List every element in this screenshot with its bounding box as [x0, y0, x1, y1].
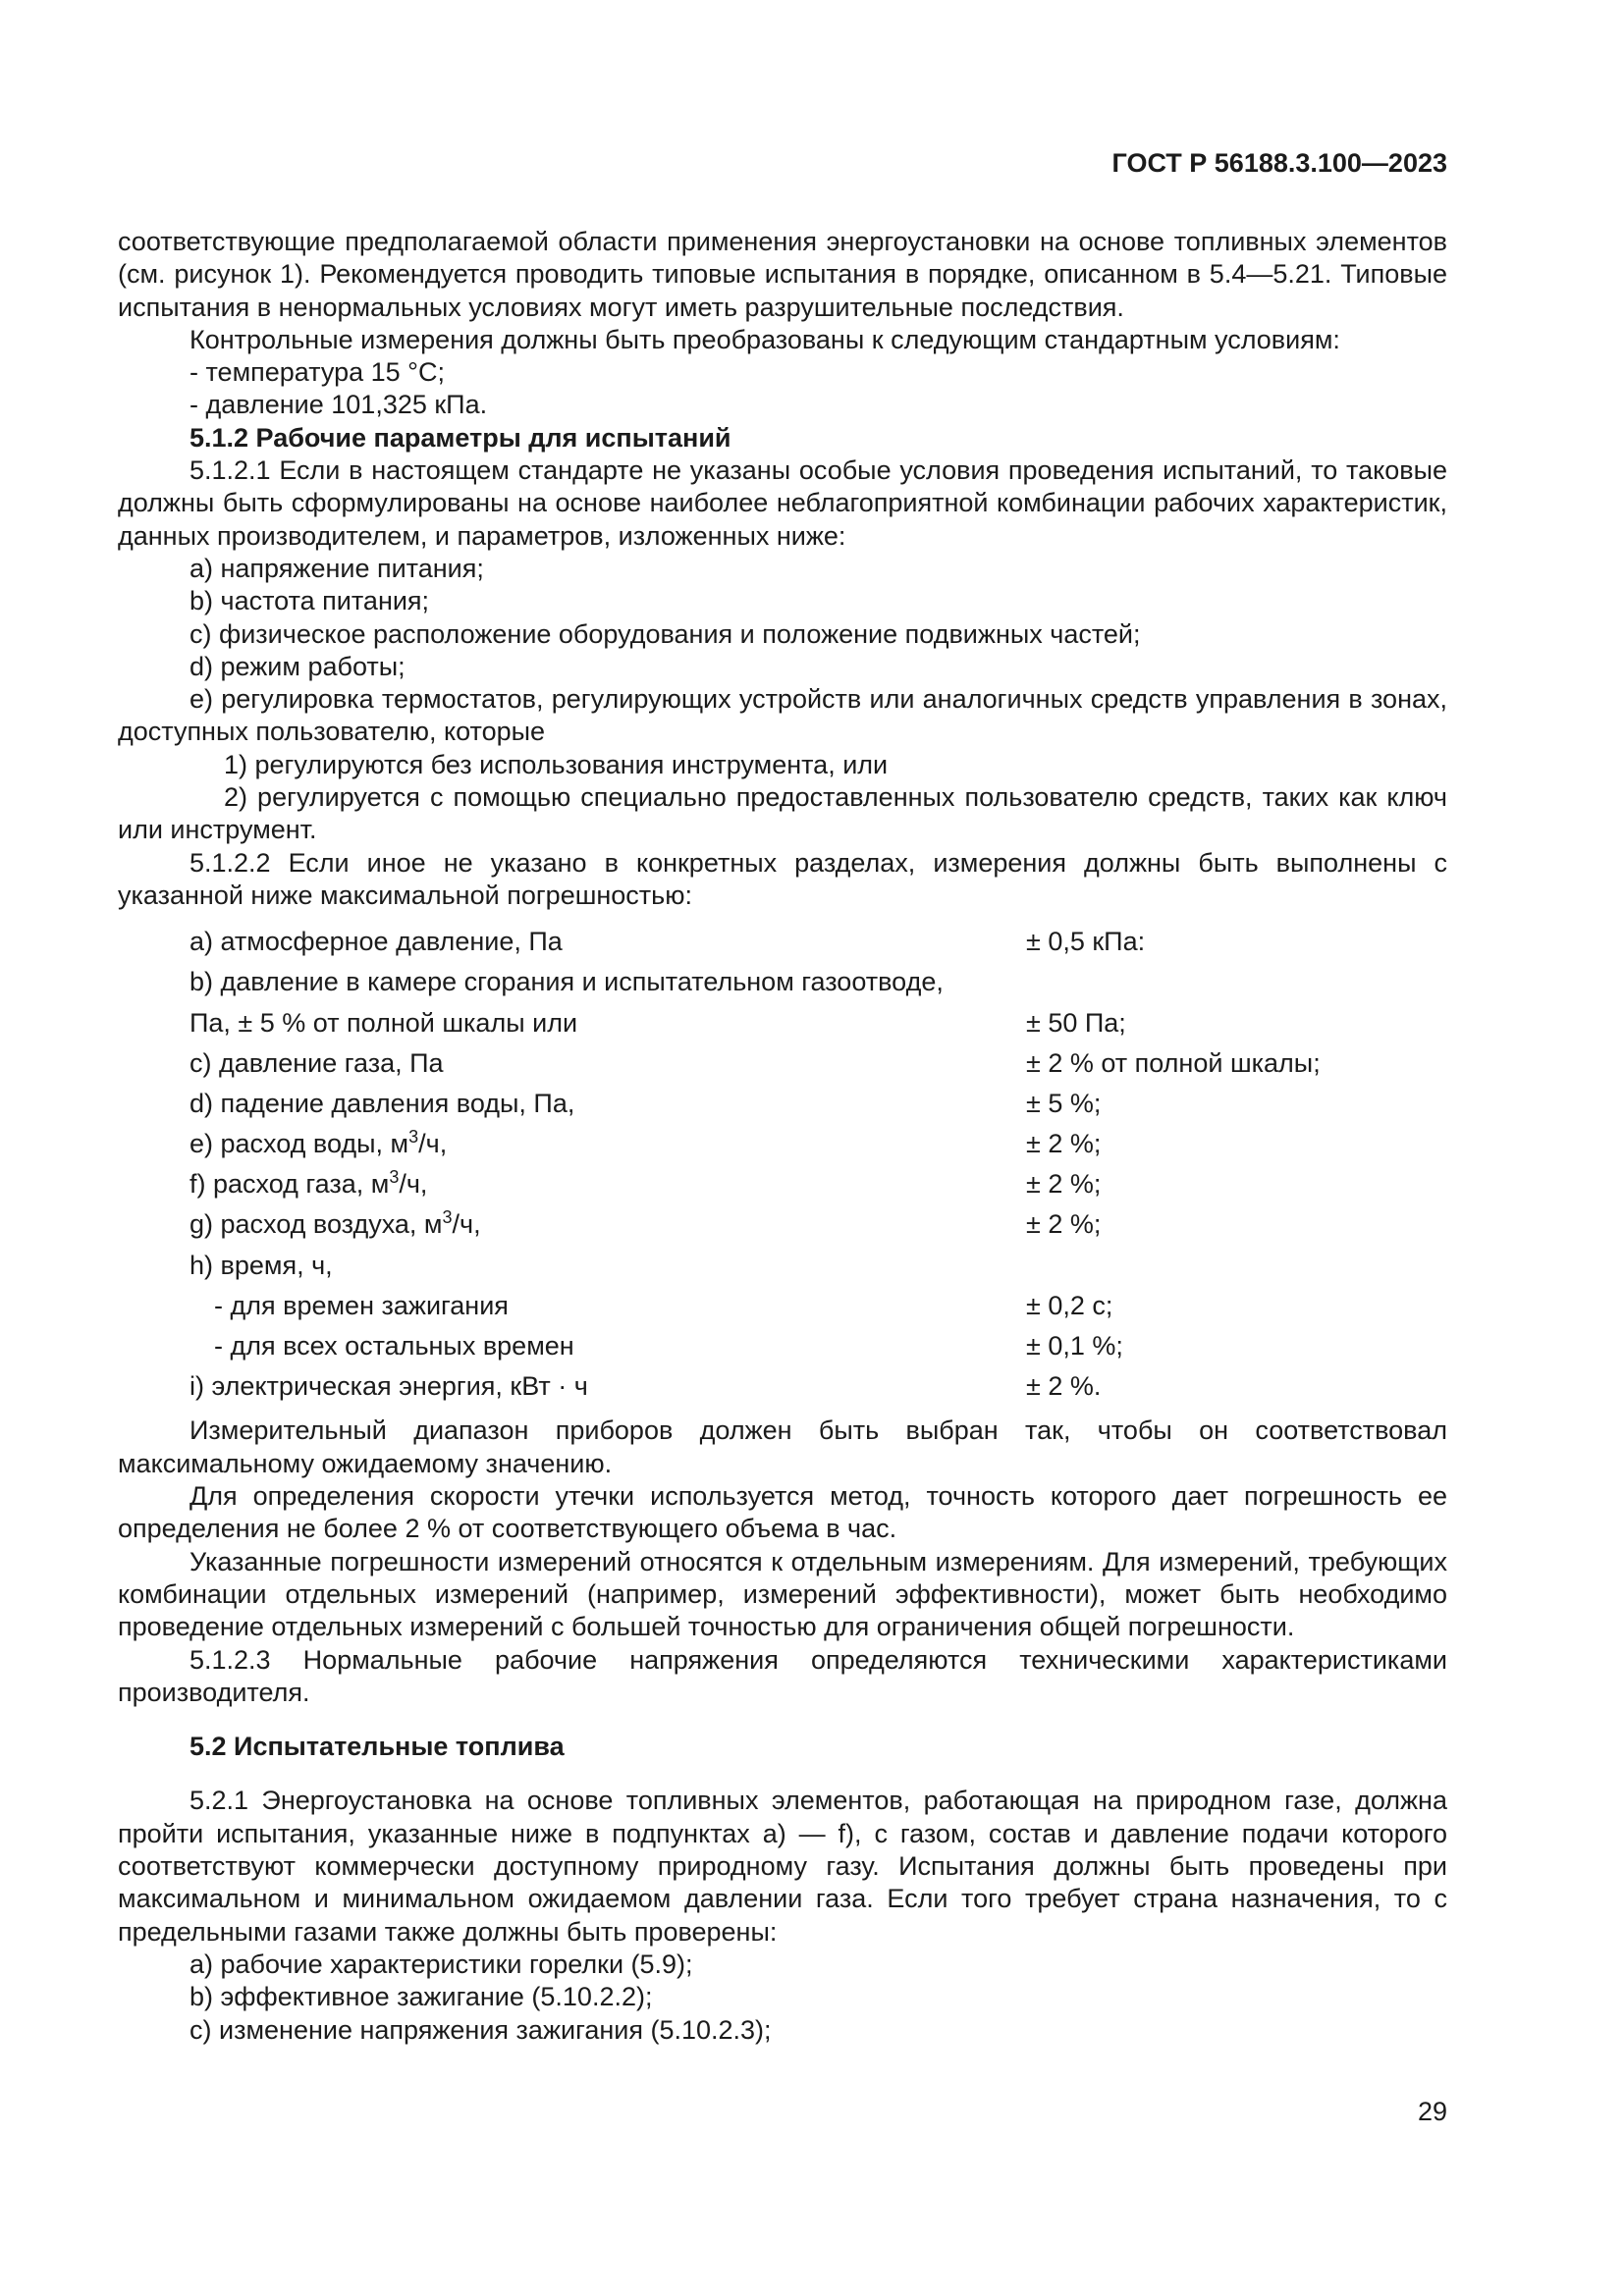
table-row: [118, 1326, 1447, 1366]
document-body: [118, 226, 1447, 2047]
list-item: b) частота питания;: [189, 586, 430, 616]
page-number: 29: [1417, 2097, 1447, 2126]
row-value: ± 2 % от полной шкалы;: [1026, 1047, 1321, 1078]
row-label: [118, 1168, 1026, 1201]
row-value: ± 50 Па;: [1026, 1007, 1126, 1038]
row-label: a) атмосферное давление, Па: [189, 927, 563, 957]
label-text: /ч,: [452, 1209, 481, 1240]
paragraph: 5.1.2.2 Если иное не указано в конкретных разделах, измерения должны быть выполнены с указанной ниже максимальной погрешностью:: [118, 847, 1447, 910]
paragraph: Указанные погрешности измерений относятся к отдельным измерениям. Для измерений, требующих комбинации отдельных измерений (например, измерений эффективности), может быть необходимо проведение отдельных измерений с большей точностью для ограничения общей погрешности.: [118, 1546, 1447, 1642]
table-row: [118, 1043, 1447, 1084]
superscript: 3: [389, 1167, 400, 1188]
label-text: e) расход воды, м: [189, 1129, 409, 1159]
paragraph: 5.1.2.1 Если в настоящем стандарте не указаны особые условия проведения испытаний, то таковые должны быть сформулированы на основе наиболее неблагоприятной комбинации рабочих характеристик, данных производителем, и параметров, изложенных ниже:: [118, 455, 1447, 551]
row-label: d) падение давления воды, Па,: [189, 1088, 575, 1118]
row-label: Па, ± 5 % от полной шкалы или: [189, 1007, 578, 1038]
row-value: ± 0,5 кПа:: [1026, 927, 1146, 957]
paragraph: Контрольные измерения должны быть преобразованы к следующим стандартным условиям:: [189, 324, 1340, 354]
paragraph: Для определения скорости утечки используется метод, точность которого дает погрешность ее определения не более 2 % от соответствующего объема в час.: [118, 1481, 1447, 1544]
section-heading: 5.2 Испытательные топлива: [189, 1732, 565, 1762]
table-row: [118, 1286, 1447, 1326]
table-row: [118, 1164, 1447, 1204]
table-row: [118, 1124, 1447, 1164]
superscript: 3: [442, 1207, 453, 1228]
row-label: i) электрическая энергия, кВт · ч: [189, 1371, 588, 1402]
paragraph: Измерительный диапазон приборов должен быть выбран так, чтобы он соответствовал максимальному ожидаемому значению.: [118, 1415, 1447, 1478]
section-heading: 5.1.2 Рабочие параметры для испытаний: [189, 422, 731, 453]
row-label: - для времен зажигания: [214, 1290, 509, 1320]
row-value: ± 2 %;: [1026, 1169, 1102, 1200]
paragraph: 5.1.2.3 Нормальные рабочие напряжения определяются техническими характеристиками производителя.: [118, 1644, 1447, 1707]
sub-list-item: 1) регулируются без использования инструмента, или: [224, 749, 889, 779]
document-header: ГОСТ Р 56188.3.100—2023: [1111, 148, 1447, 178]
label-text: /ч,: [418, 1129, 448, 1159]
list-item: c) изменение напряжения зажигания (5.10.2.3);: [189, 2014, 772, 2045]
paragraph: 5.2.1 Энергоустановка на основе топливных элементов, работающая на природном газе, должна пройти испытания, указанные ниже в подпунктах а) — f), с газом, состав и давление подачи которого соответствуют коммерчески доступному природному газу. Испытания должны быть проведены при максимальном и минимальном ожидаемом давлении газа. Если того требует страна назначения, то с предельными газами также должны быть проверены:: [118, 1786, 1447, 1947]
paragraph: соответствующие предполагаемой области применения энергоустановки на основе топливных элементов (см. рисунок 1). Рекомендуется проводить типовые испытания в порядке, описанном в 5.4—5.21. Типовые испытания в ненормальных условиях могут иметь разрушительные последствия.: [118, 227, 1447, 322]
table-row: [118, 1084, 1447, 1124]
document-page: [118, 0, 1447, 2296]
table-row: [118, 1366, 1447, 1407]
list-item: a) напряжение питания;: [189, 553, 484, 583]
label-text: /ч,: [399, 1169, 428, 1200]
row-value: ± 2 %;: [1026, 1129, 1102, 1159]
table-row: [118, 922, 1447, 962]
table-row: [118, 962, 1447, 1002]
row-value: ± 5 %;: [1026, 1088, 1102, 1118]
list-item: - давление 101,325 кПа.: [189, 390, 488, 420]
list-item: - температура 15 °С;: [189, 357, 445, 388]
list-item: d) режим работы;: [189, 651, 406, 681]
row-label: h) время, ч,: [189, 1250, 333, 1280]
row-value: ± 2 %.: [1026, 1371, 1102, 1402]
row-value: ± 0,1 %;: [1026, 1331, 1123, 1362]
list-item: a) рабочие характеристики горелки (5.9);: [189, 1949, 693, 1979]
label-text: g) расход воздуха, м: [189, 1209, 443, 1240]
row-label: - для всех остальных времен: [214, 1331, 574, 1362]
superscript: 3: [408, 1127, 419, 1148]
row-label: [118, 1128, 1026, 1160]
row-value: ± 0,2 с;: [1026, 1290, 1113, 1320]
row-label: b) давление в камере сгорания и испытательном газоотводе,: [189, 967, 944, 997]
table-row: [118, 1003, 1447, 1043]
list-item: b) эффективное зажигание (5.10.2.2);: [189, 1982, 653, 2012]
table-row: [118, 1205, 1447, 1246]
accuracy-table: [118, 922, 1447, 1407]
row-value: ± 2 %;: [1026, 1209, 1102, 1240]
sub-list-item: 2) регулируется с помощью специально предоставленных пользователю средств, таких как ключ или инструмент.: [118, 782, 1447, 845]
list-item: c) физическое расположение оборудования и положение подвижных частей;: [189, 618, 1141, 649]
row-label: c) давление газа, Па: [189, 1047, 444, 1078]
label-text: f) расход газа, м: [189, 1169, 390, 1200]
table-row: [118, 1246, 1447, 1286]
row-label: [118, 1208, 1026, 1241]
list-item: e) регулировка термостатов, регулирующих устройств или аналогичных средств управления в зонах, доступных пользователю, которые: [118, 684, 1447, 747]
